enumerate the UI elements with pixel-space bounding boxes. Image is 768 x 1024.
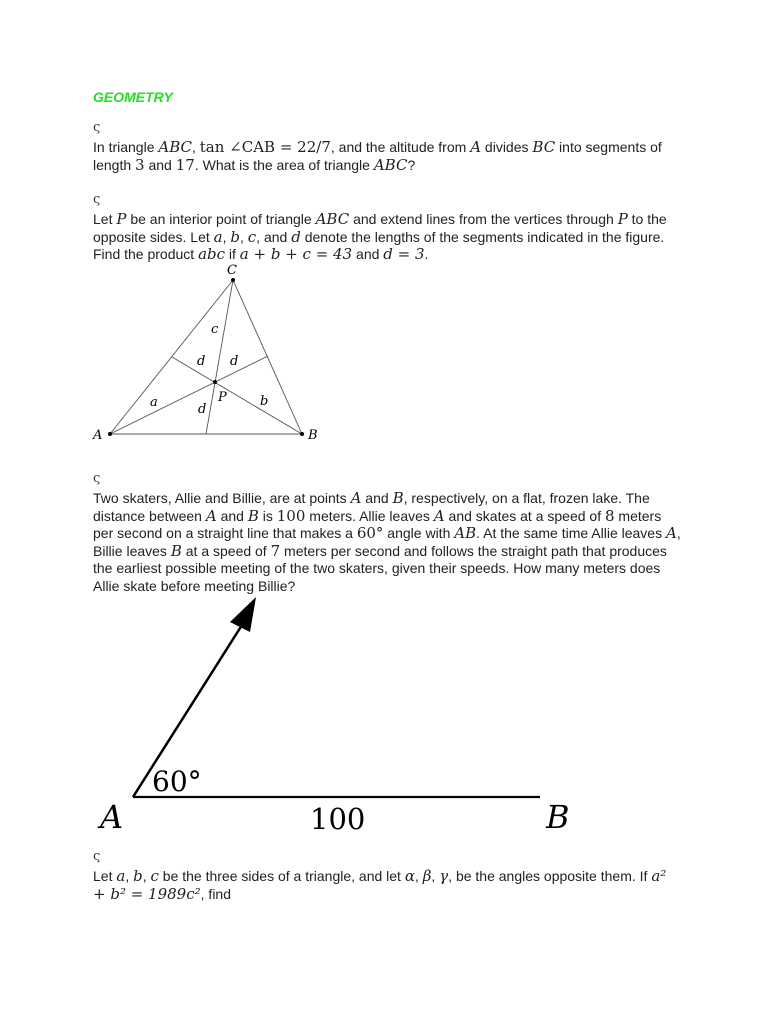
bullet-glyph: ς xyxy=(93,192,101,207)
problem-2-text: Let P be an interior point of triangle ABC and extend lines from the vertices through P to the opposite sides. Let a, b, c, and d denote the lengths of the segments indicated in the figure. Find the product abc if a + b + c = 43 and d = 3. xyxy=(93,210,667,263)
label-segment-b: b xyxy=(260,394,269,409)
problem-3-text: Two skaters, Allie and Billie, are at points A and B, respectively, on a flat, frozen lake. The distance between A and B is 100 meters. Allie leaves A and skates at a speed of 8 meters per second on a straight line that makes a 60° angle with AB. At the same time Allie leaves A, Billie leaves B at a speed of 7 meters per second and follows the straight path that produces the earliest possible meeting of the two skaters, given their speeds. How many meters does Allie skate before meeting Billie? xyxy=(93,489,681,594)
label-vertex-c: C xyxy=(227,263,237,278)
label-segment-d: d xyxy=(198,402,207,417)
label-segment-a: a xyxy=(150,395,158,410)
section-title: GEOMETRY xyxy=(93,89,173,105)
label-segment-d: d xyxy=(197,354,206,369)
label-segment-c: c xyxy=(211,322,219,337)
label-point-p: P xyxy=(218,390,227,405)
label-point-b: B xyxy=(546,798,570,836)
label-segment-d: d xyxy=(230,354,239,369)
bullet-glyph: ς xyxy=(93,120,101,135)
problem-4-text: Let a, b, c be the three sides of a triangle, and let α, β, γ, be the angles opposite them. If a² + b² = 1989c², find xyxy=(93,867,667,903)
label-vertex-b: B xyxy=(308,428,318,443)
bullet-glyph: ς xyxy=(93,471,101,486)
label-point-a: A xyxy=(100,798,124,836)
label-distance: 100 xyxy=(310,802,366,836)
arrowhead xyxy=(230,597,256,632)
problem-1-text: In triangle ABC, tan ∠CAB = 22/7, and the altitude from A divides BC into segments of length 3 and 17. What is the area of triangle ABC? xyxy=(93,138,662,174)
bullet-glyph: ς xyxy=(93,849,101,864)
label-vertex-a: A xyxy=(93,428,103,443)
angle-label: 60° xyxy=(152,765,202,798)
